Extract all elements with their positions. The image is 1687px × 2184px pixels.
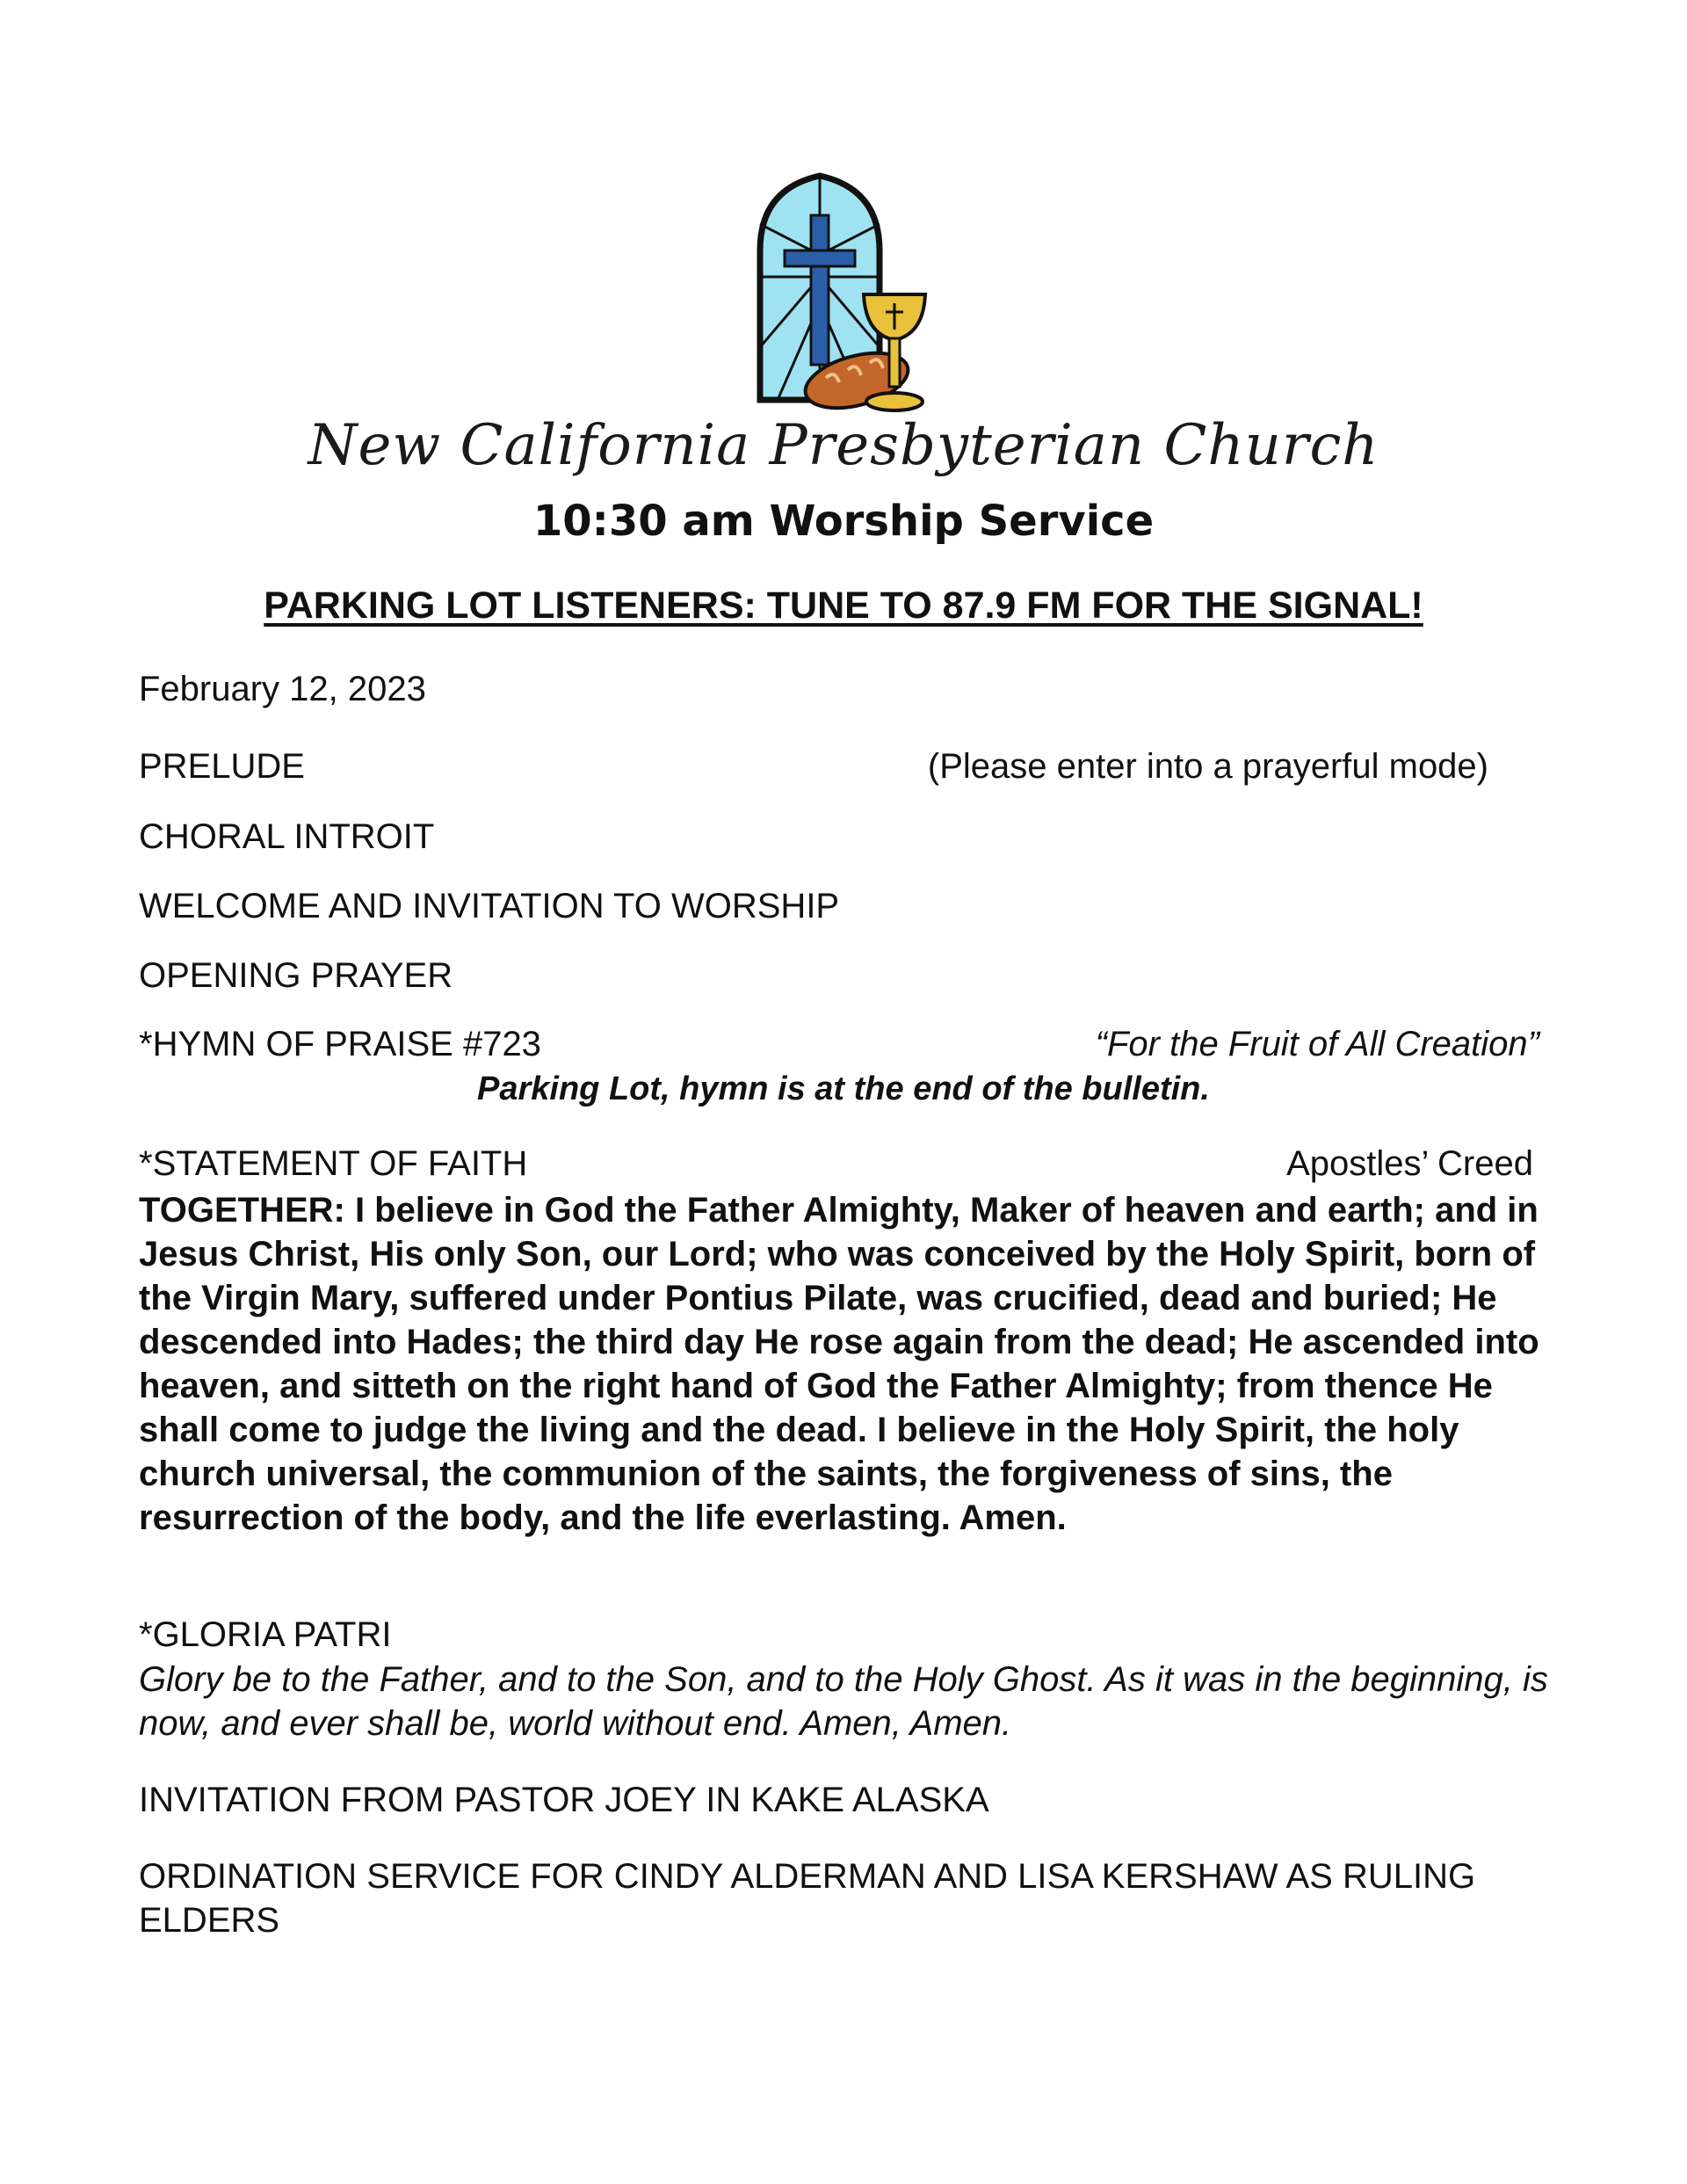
gloria-patri-label: *GLORIA PATRI <box>139 1615 392 1654</box>
choral-introit-label: CHORAL INTROIT <box>139 817 435 856</box>
opening-prayer-label: OPENING PRAYER <box>139 956 453 995</box>
church-logo-icon <box>751 171 958 417</box>
parking-lot-banner: PARKING LOT LISTENERS: TUNE TO 87.9 FM FOR THE SIGNAL! <box>264 584 1423 627</box>
gloria-patri-text: Glory be to the Father, and to the Son, and to the Holy Ghost. As it was in the beginning, is now, and ever shall be, world without end. Amen, Amen. <box>139 1660 1548 1743</box>
statement-of-faith-source: Apostles’ Creed <box>1286 1144 1533 1183</box>
prelude-note: (Please enter into a prayerful mode) <box>927 747 1488 786</box>
invitation-label: INVITATION FROM PASTOR JOEY IN KAKE ALASKA <box>139 1781 989 1819</box>
service-title: 10:30 am Worship Service <box>532 497 1155 546</box>
apostles-creed-text: TOGETHER: I believe in God the Father Almighty, Maker of heaven and earth; and in Jesus Christ, His only Son, our Lord; who was conceived by the Holy Spirit, born of the Virgin Mary, suffered under Pontius Pilate, was crucified, dead and buried; He descended into Hades; the third day He rose again from the dead; He ascended into heaven, and sitteth on the right hand of God the Father Almighty; from thence He shall come to judge the living and the dead. I believe in the Holy Spirit, the holy church universal, the communion of the saints, the forgiveness of sins, the resurrection of the body, and the life everlasting. Amen. <box>139 1191 1539 1537</box>
hymn-label: *HYMN OF PRAISE #723 <box>139 1025 541 1063</box>
hymn-title: “For the Fruit of All Creation” <box>1095 1025 1539 1063</box>
prelude-label: PRELUDE <box>139 747 305 786</box>
hymn-note: Parking Lot, hymn is at the end of the bulletin. <box>477 1070 1210 1107</box>
statement-of-faith-label: *STATEMENT OF FAITH <box>139 1144 528 1183</box>
welcome-label: WELCOME AND INVITATION TO WORSHIP <box>139 887 840 925</box>
ordination-label: ORDINATION SERVICE FOR CINDY ALDERMAN AND LISA KERSHAW AS RULING ELDERS <box>139 1857 1476 1940</box>
service-date: February 12, 2023 <box>139 670 426 708</box>
church-name: New California Presbyterian Church <box>308 413 1379 478</box>
